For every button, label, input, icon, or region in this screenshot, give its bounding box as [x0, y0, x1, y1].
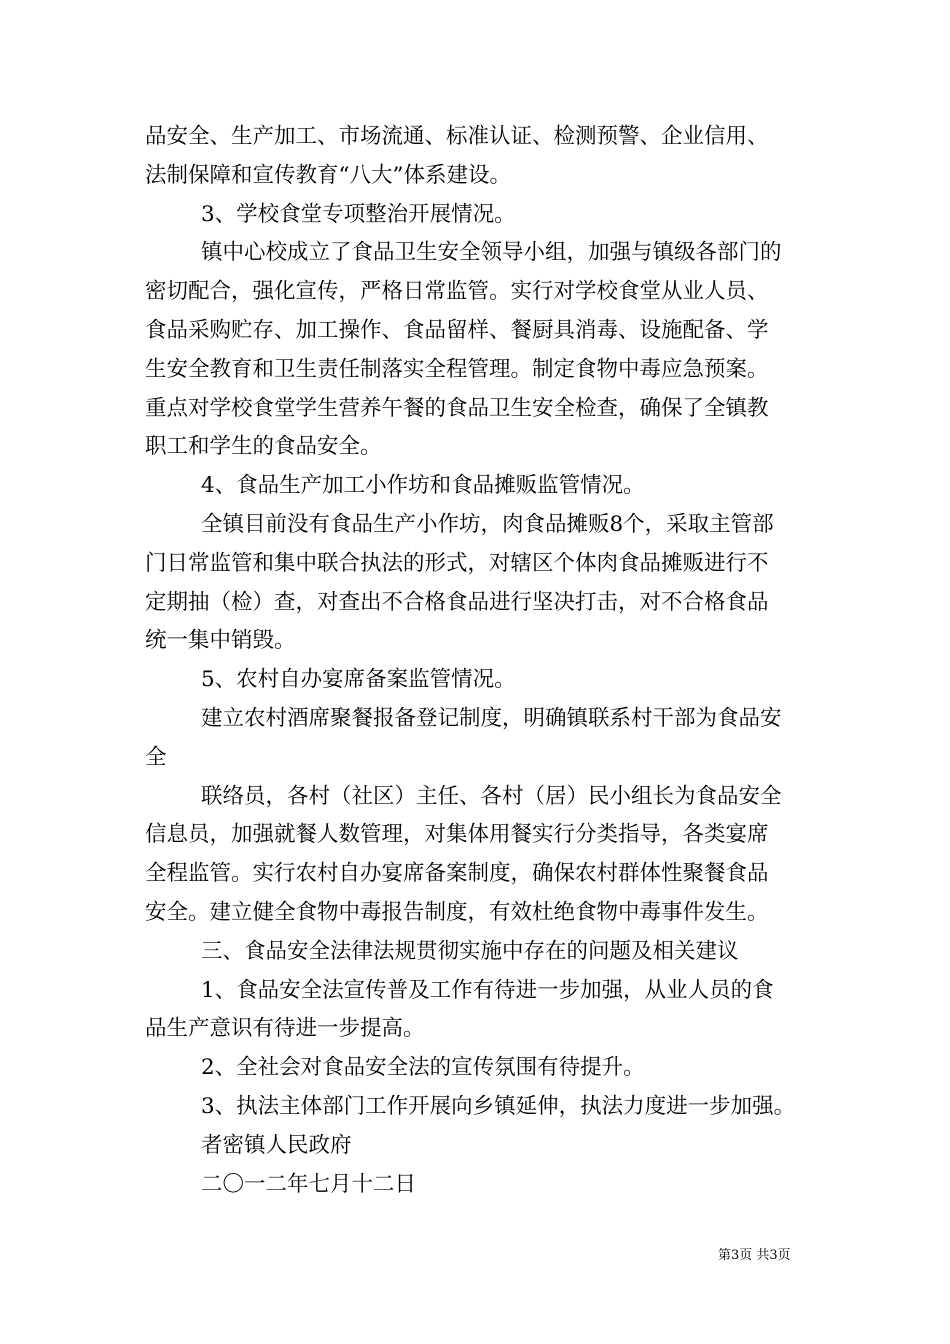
text-line: 建立农村酒席聚餐报备登记制度，明确镇联系村干部为食品安	[201, 705, 782, 731]
text-line: 统一集中销毁。	[145, 628, 296, 654]
signature-organization: 者密镇人民政府	[201, 1132, 352, 1158]
text-line: 全	[145, 744, 167, 770]
text-line: 品生产意识有待进一步提高。	[145, 1016, 425, 1042]
text-line: 1、食品安全法宣传普及工作有待进一步加强，从业人员的食	[201, 977, 774, 1003]
section-heading: 三、食品安全法律法规贯彻实施中存在的问题及相关建议	[201, 938, 739, 964]
text-line: 法制保障和宣传教育“八大”体系建设。	[145, 162, 511, 188]
text-line: 密切配合，强化宣传，严格日常监管。实行对学校食堂从业人员、	[145, 279, 769, 305]
text-line: 全镇目前没有食品生产小作坊，肉食品摊贩8个，采取主管部	[201, 511, 774, 537]
text-line: 3、执法主体部门工作开展向乡镇延伸，执法力度进一步加强。	[201, 1093, 796, 1119]
text-line: 重点对学校食堂学生营养午餐的食品卫生安全检查，确保了全镇教	[145, 395, 769, 421]
text-line: 生安全教育和卫生责任制落实全程管理。制定食物中毒应急预案。	[145, 356, 769, 382]
text-line: 食品采购贮存、加工操作、食品留样、餐厨具消毒、设施配备、学	[145, 317, 769, 343]
text-line: 镇中心校成立了食品卫生安全领导小组，加强与镇级各部门的	[201, 240, 782, 266]
section-heading: 3、学校食堂专项整治开展情况。	[201, 201, 516, 227]
section-heading: 4、食品生产加工小作坊和食品摊贩监管情况。	[201, 473, 645, 499]
text-line: 门日常监管和集中联合执法的形式，对辖区个体肉食品摊贩进行不	[145, 550, 769, 576]
document-body	[145, 118, 810, 1204]
text-line: 联络员，各村（社区）主任、各村（居）民小组长为食品安全	[201, 783, 782, 809]
page-number-footer: 第3页 共3页	[718, 1248, 791, 1263]
text-line: 定期抽（检）查，对查出不合格食品进行坚决打击，对不合格食品	[145, 589, 769, 615]
text-line: 2、全社会对食品安全法的宣传氛围有待提升。	[201, 1055, 645, 1081]
text-line: 品安全、生产加工、市场流通、标准认证、检测预警、企业信用、	[145, 124, 769, 149]
text-line: 全程监管。实行农村自办宴席备案制度，确保农村群体性聚餐食品	[145, 861, 769, 887]
signature-date: 二〇一二年七月十二日	[201, 1171, 417, 1197]
section-heading: 5、农村自办宴席备案监管情况。	[201, 667, 516, 693]
text-line: 职工和学生的食品安全。	[145, 434, 382, 460]
text-line: 安全。建立健全食物中毒报告制度，有效杜绝食物中毒事件发生。	[145, 899, 769, 925]
text-line: 信息员，加强就餐人数管理，对集体用餐实行分类指导，各类宴席	[145, 822, 769, 848]
